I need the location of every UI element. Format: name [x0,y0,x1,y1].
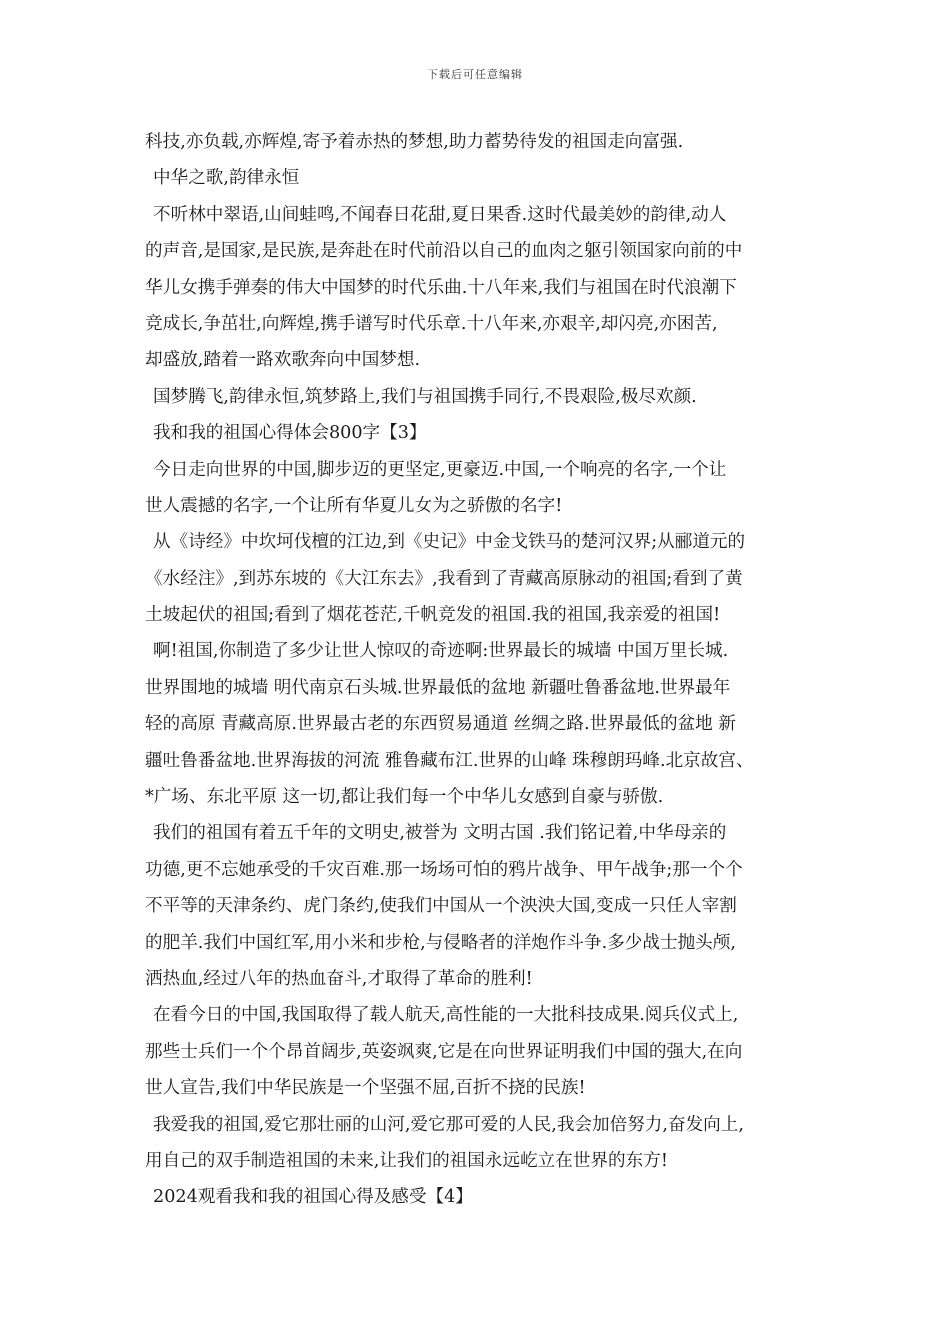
text-line: 今日走向世界的中国,脚步迈的更坚定,更豪迈.中国,一个响亮的名字,一个让 [153,459,727,480]
text-line: 的肥羊.我们中国红军,用小米和步枪,与侵略者的洋炮作斗争.多少战士抛头颅, [145,932,736,953]
text-line: 疆吐鲁番盆地.世界海拔的河流 雅鲁藏布江.世界的山峰 珠穆朗玛峰.北京故宫、 [145,750,754,771]
text-line: 的声音,是国家,是民族,是奔赴在时代前沿以自己的血肉之躯引领国家向前的中 [145,241,743,262]
text-line: 2024观看我和我的祖国心得及感受【4】 [153,1187,473,1208]
text-line: 轻的高原 青藏高原.世界最古老的东西贸易通道 丝绸之路.世界最低的盆地 新 [145,714,736,735]
text-line: 我们的祖国有着五千年的文明史,被誉为 文明古国 .我们铭记着,中华母亲的 [153,823,727,844]
page-header: 下载后可任意编辑 [427,68,523,81]
text-line: 土坡起伏的祖国;看到了烟花苍茫,千帆竞发的祖国.我的祖国,我亲爱的祖国! [145,605,721,626]
document-body [145,124,813,1216]
text-line: 我爱我的祖国,爱它那壮丽的山河,爱它那可爱的人民,我会加倍努力,奋发向上, [153,1114,744,1135]
text-line: 国梦腾飞,韵律永恒,筑梦路上,我们与祖国携手同行,不畏艰险,极尽欢颜. [153,386,697,407]
text-line: 竞成长,争茁壮,向辉煌,携手谱写时代乐章.十八年来,亦艰辛,却闪亮,亦困苦, [145,313,718,334]
text-line: 世界围地的城墙 明代南京石头城.世界最低的盆地 新疆吐鲁番盆地.世界最年 [145,677,731,698]
text-line: 那些士兵们一个个昂首阔步,英姿飒爽,它是在向世界证明我们中国的强大,在向 [145,1041,743,1062]
text-line: 华儿女携手弹奏的伟大中国梦的时代乐曲.十八年来,我们与祖国在时代浪潮下 [145,277,737,298]
text-line: 世人宣告,我们中华民族是一个坚强不屈,百折不挠的民族! [145,1078,586,1099]
text-line: 《水经注》,到苏东坡的《大江东去》,我看到了青藏高原脉动的祖国;看到了黄 [145,568,743,589]
text-line: 世人震撼的名字,一个让所有华夏儿女为之骄傲的名字! [145,495,563,516]
text-line: 功德,更不忘她承受的千灾百难.那一场场可怕的鸦片战争、甲午战争;那一个个 [145,859,743,880]
text-line: 科技,亦负载,亦辉煌,寄予着赤热的梦想,助力蓄势待发的祖国走向富强. [145,132,684,152]
text-line: 从《诗经》中坎坷伐檀的江边,到《史记》中金戈铁马的楚河汉界;从郦道元的 [153,532,746,553]
text-line: 我和我的祖国心得体会800字【3】 [153,423,427,444]
text-line: 用自己的双手制造祖国的未来,让我们的祖国永远屹立在世界的东方! [145,1150,668,1171]
text-line: 中华之歌,韵律永恒 [153,168,300,189]
text-line: 不平等的天津条约、虎门条约,使我们中国从一个泱泱大国,变成一只任人宰割 [145,896,737,917]
text-line: 却盛放,踏着一路欢歌奔向中国梦想. [145,350,421,371]
text-line: *广场、东北平原 这一切,都让我们每一个中华儿女感到自豪与骄傲. [145,787,664,808]
text-line: 不听林中翠语,山间蛙鸣,不闻春日花甜,夏日果香.这时代最美妙的韵律,动人 [153,204,727,225]
text-line: 在看今日的中国,我国取得了载人航天,高性能的一大批科技成果.阅兵仪式上, [153,1005,739,1026]
text-line: 洒热血,经过八年的热血奋斗,才取得了革命的胜利! [145,968,533,989]
text-line: 啊!祖国,你制造了多少让世人惊叹的奇迹啊:世界最长的城墙 中国万里长城. [153,641,729,662]
